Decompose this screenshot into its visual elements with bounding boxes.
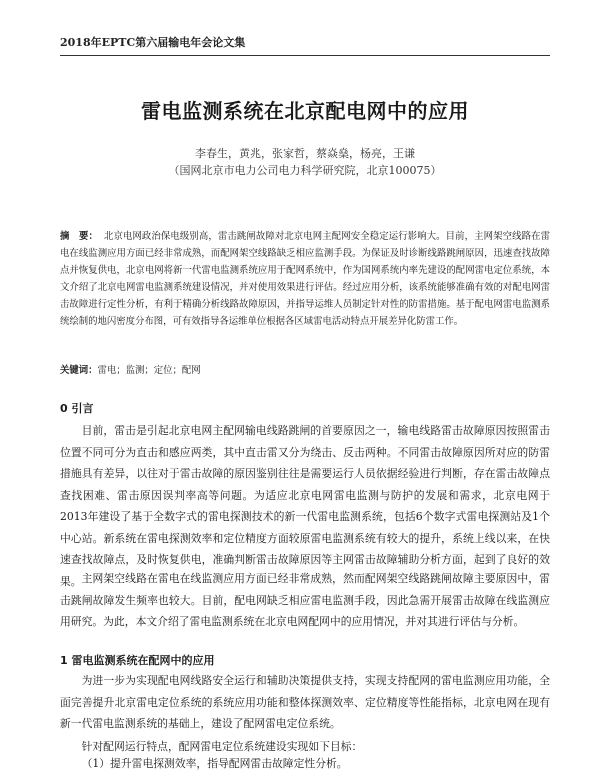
list-item: （1）提升雷电探测效率，指导配网雷击故障定性分析。 <box>81 757 348 770</box>
running-header: 2018年EPTC第六届输电年会论文集 <box>60 36 246 49</box>
paragraph-application-2: 针对配网运行特点，配网雷电定位系统建设实现如下目标： <box>81 740 363 753</box>
paragraph-intro-1: 目前，雷击是引起北京电网主配网输电线路跳闸的首要原因之一，输电线路雷击故障原因按照雷击位置不同可分为直击和感应两类，其中直击雷又分为绕击、反击两种。不同雷击故障原因所对应的防雷措施具有差异，以往对于雷击故障的原因鉴别往往是需要运行人员依据经验进行判断，存在雷击故障点查找困难、雷击原因误判率高等问题。为适应北京电网雷电监测与防护的发展和需求，北京电网于2013年建设了基于全数字式的雷电探测技术的新一代雷电监测系统，包括6个数字式雷电探测站及1个中心站。新系统在雷电探测效率和定位精度方面较原雷电监测系统有较大的提升，系统上线以来，在快速查找故障点，及时恢复供电，准确判断雷击故障原因等主网雷击故障辅助分析方面，起到了良好的效果。 <box>60 424 550 588</box>
abstract <box>60 228 550 330</box>
paper-title: 雷电监测系统在北京配电网中的应用 <box>141 99 469 123</box>
paragraph-application-1: 为进一步为实现配电网线路安全运行和辅助决策提供支持，实现支持配网的雷电监测应用功能，全面完善提升北京雷电定位系统的系统应用功能和整体探测效率、定位精度等性能指标，北京电网在现有新一代雷电监测系统的基础上，建设了配网雷电定位系统。 <box>60 674 550 730</box>
paragraph-intro-2: 主网架空线路在雷电在线监测应用方面已经非常成熟，然而配网架空线路跳闸故障主要原因中，雷击跳闸故障发生频率也较大。目前，配电网缺乏相应雷电监测手段，因此急需开展雷击故障在线监测应用研究。为此，本文介绍了雷电监测系统在北京电网配网中的应用情况，并对其进行评估与分析。 <box>60 572 550 628</box>
paper-affiliation: （国网北京市电力公司电力科学研究院，北京100075） <box>168 164 442 177</box>
paper-authors: 李春生，黄兆，张家哲，蔡焱燊，杨亮，王谦 <box>195 147 415 160</box>
section-heading-introduction: 0 引言 <box>60 402 94 415</box>
abstract-label: 摘 要： <box>60 231 98 242</box>
keywords-label: 关键词： <box>60 365 98 376</box>
section-heading-application: 1 雷电监测系统在配网中的应用 <box>60 654 215 667</box>
header-rule <box>60 55 550 56</box>
keywords <box>60 362 550 376</box>
abstract-text: 北京电网政治保电级别高，雷击跳闸故障对北京电网主配网安全稳定运行影响大。目前，主网架空线路在雷电在线监测应用方面已经非常成熟，而配网架空线路缺乏相应监测手段。为保证及时诊断线路跳闸原因，迅速查找故障点并恢复供电，北京电网将新一代雷电监测系统应用于配网系统中，作为国网系统内率先建设的配网雷电定位系统，本文介绍了北京电网雷电监测系统建设情况，并对使用效果进行评估。经过应用分析，该系统能够准确有效的对配电网雷击故障进行定性分析，有利于精确分析线路故障原因，并指导运维人员制定针对性的防雷措施。基于配电网雷电监测系统绘制的地闪密度分布图，可有效指导各运维单位根据各区域雷电活动特点开展差异化防雷工作。 <box>60 231 550 327</box>
keywords-text: 雷电；监测；定位；配网 <box>97 365 201 376</box>
